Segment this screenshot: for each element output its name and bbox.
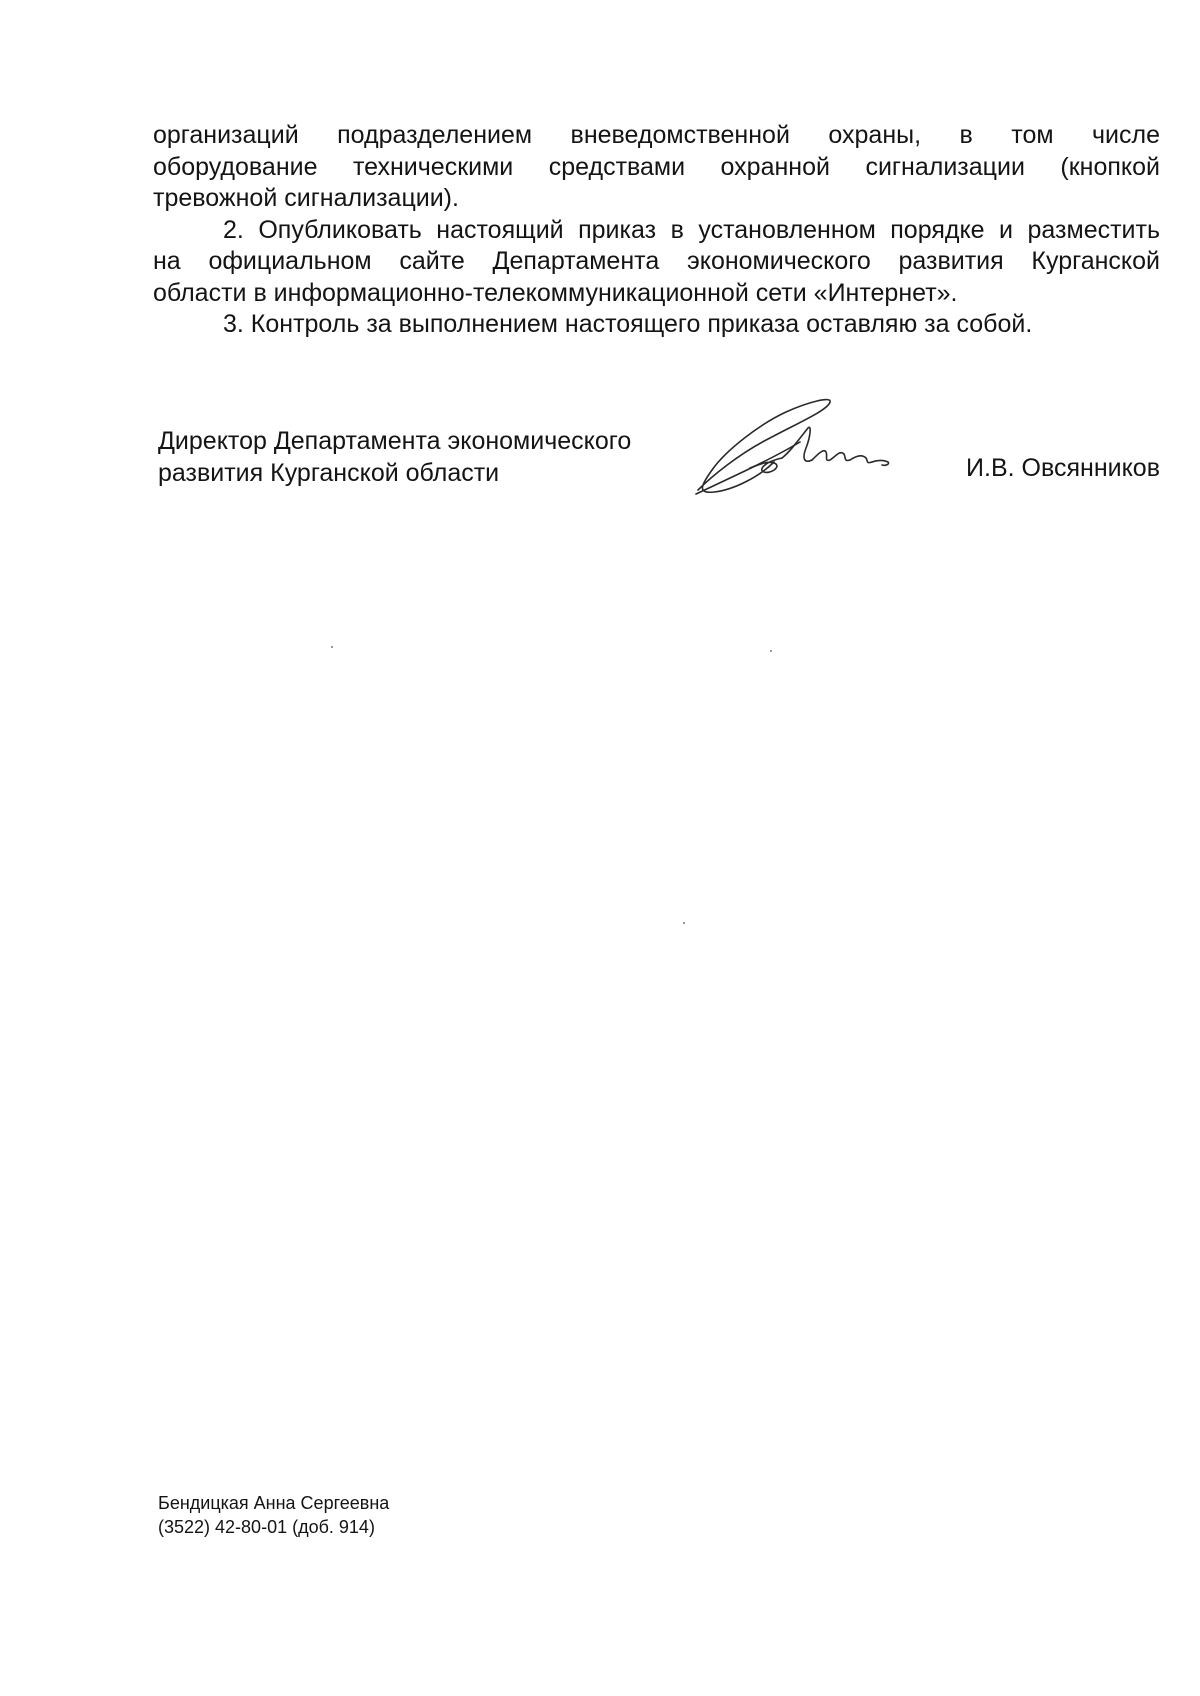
executor-info (158, 1491, 389, 1539)
paragraph-2 (153, 215, 1160, 310)
paragraph-1-line-3: тревожной сигнализации). (153, 184, 459, 212)
paragraph-1 (153, 120, 1160, 215)
paragraph-2-line-3: области в информационно-телекоммуникационной сети «Интернет». (153, 278, 958, 307)
signer-position-line-2: развития Курганской области (158, 459, 500, 487)
document-body (153, 120, 1160, 341)
signer-position-line-1: Директор Департамента экономического (158, 427, 632, 455)
handwritten-signature (690, 398, 920, 498)
paragraph-3-line-1: 3. Контроль за выполнением настоящего приказа оставляю за собой. (223, 310, 1033, 338)
scan-speck (770, 650, 772, 652)
scan-speck (331, 646, 333, 648)
paragraph-2-line-2: на официальном сайте Департамента экономического развития Курганской (153, 247, 1160, 275)
executor-name: Бендицкая Анна Сергеевна (158, 1493, 390, 1513)
signer-name: И.В. Овсянников (966, 454, 1160, 482)
paragraph-2-line-1: 2. Опубликовать настоящий приказ в установленном порядке и разместить (223, 215, 1160, 244)
signer-position (158, 425, 698, 489)
executor-phone: (3522) 42-80-01 (доб. 914) (158, 1517, 375, 1537)
paragraph-1-line-2: оборудование техническими средствами охранной сигнализации (кнопкой (153, 152, 1160, 181)
paragraph-3 (153, 309, 1160, 341)
paragraph-1-line-1: организаций подразделением вневедомственной охраны, в том числе (153, 121, 1160, 149)
scan-speck (683, 922, 685, 924)
